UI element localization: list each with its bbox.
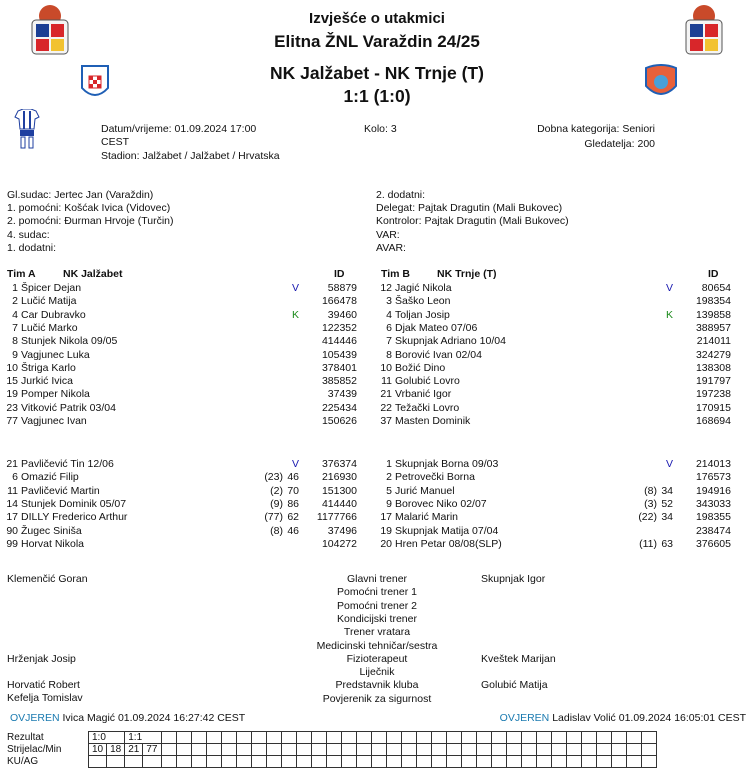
empty-cell [341, 732, 356, 744]
away-head-coach: Skupnjak Igor [481, 573, 546, 585]
player-number: 17 [6, 511, 18, 524]
player-number: 11 [7, 484, 18, 497]
player-id: 37439 [327, 388, 357, 401]
player-name: Horvat Nikola [21, 537, 85, 550]
sub-for-number: (2) [270, 484, 283, 497]
empty-cell [236, 744, 251, 756]
verified-text: Ladislav Volić 01.09.2024 16:05:01 CEST [552, 712, 746, 724]
player-name: Pavličević Martin [21, 484, 100, 497]
player-name: Špicer Dejan [21, 282, 82, 294]
empty-cell [626, 732, 641, 744]
staff-role: Kondicijski trener [337, 612, 417, 625]
empty-cell [641, 744, 656, 756]
sub-for-number: (23) [264, 471, 283, 484]
player-id: 343033 [695, 497, 731, 510]
player-name: Borović Ivan 02/04 [395, 348, 482, 361]
player-number: 99 [6, 537, 18, 550]
empty-cell [296, 756, 311, 768]
empty-cell [143, 756, 161, 768]
scorer-cell: 18 [107, 744, 125, 756]
player-name: Golubić Lovro [395, 375, 460, 388]
result-cell: 1:1 [125, 732, 161, 744]
empty-cell [176, 744, 191, 756]
empty-cell [476, 744, 491, 756]
empty-cell [107, 756, 125, 768]
match-timezone: CEST [101, 136, 130, 148]
empty-cell [491, 744, 506, 756]
empty-cell [176, 732, 191, 744]
player-id: 139858 [695, 308, 731, 321]
player-number: 6 [386, 321, 392, 334]
player-number: 37 [380, 415, 392, 427]
empty-cell [581, 756, 596, 768]
empty-cell [416, 744, 431, 756]
empty-cell [596, 732, 611, 744]
empty-cell [491, 756, 506, 768]
player-name: Božić Dino [395, 361, 446, 374]
empty-cell [401, 756, 416, 768]
sub-minute: 34 [661, 484, 673, 497]
player-number: 90 [6, 524, 18, 537]
empty-cell [431, 732, 446, 744]
player-name: Petrovečki Borna [395, 471, 475, 484]
player-name: Vitković Patrik 03/04 [21, 401, 116, 414]
player-name: Jurić Manuel [395, 484, 455, 497]
empty-cell [476, 732, 491, 744]
player-number: 15 [6, 375, 18, 388]
team-a-name: NK Jalžabet [63, 268, 123, 280]
player-name: Skupnjak Borna 09/03 [395, 458, 499, 470]
empty-cell [506, 744, 521, 756]
empty-cell [89, 756, 107, 768]
player-id: 214011 [696, 335, 731, 348]
player-id: 105439 [321, 348, 357, 361]
player-name: DILLY Frederico Arthur [21, 511, 128, 524]
home-physio: Hrženjak Josip [7, 653, 76, 665]
player-name: Pomper Nikola [21, 388, 90, 401]
away-club-rep: Golubić Matija [481, 679, 548, 691]
player-role-mark: V [292, 282, 300, 294]
player-id: 385852 [321, 375, 357, 388]
official-right: VAR: [376, 229, 400, 241]
player-number: 12 [380, 282, 392, 294]
empty-cell [161, 732, 176, 744]
empty-cell [236, 756, 251, 768]
home-club-rep: Horvatić Robert [7, 679, 80, 691]
player-number: 8 [386, 348, 392, 361]
player-name: Štriga Karlo [21, 361, 76, 374]
player-number: 10 [6, 361, 18, 374]
empty-cell [371, 744, 386, 756]
empty-cell [386, 732, 401, 744]
player-name: Šaško Leon [395, 295, 451, 308]
empty-cell [221, 744, 236, 756]
official-right: Kontrolor: Pajtak Dragutin (Mali Bukovec) [376, 215, 569, 227]
empty-cell [326, 744, 341, 756]
player-number: 1 [386, 458, 392, 470]
player-number: 21 [6, 458, 18, 470]
sub-minute: 46 [287, 471, 299, 484]
player-id: 225434 [321, 401, 357, 414]
player-number: 8 [12, 335, 18, 348]
staff-role: Pomoćni trener 1 [337, 586, 417, 599]
player-id: 122352 [321, 321, 357, 334]
player-name: Vagjunec Luka [21, 348, 90, 361]
empty-cell [266, 756, 281, 768]
staff-role: Pomoćni trener 2 [337, 599, 417, 612]
player-name: Car Dubravko [21, 308, 86, 321]
scorer-cell: 77 [143, 744, 161, 756]
player-name: Masten Dominik [395, 415, 471, 427]
player-number: 5 [386, 484, 392, 497]
player-id: 138308 [695, 361, 731, 374]
player-number: 23 [6, 401, 18, 414]
player-number: 7 [386, 335, 392, 348]
sub-minute: 62 [287, 511, 299, 524]
sub-for-number: (9) [270, 497, 283, 510]
empty-cell [236, 732, 251, 744]
team-a-id-header: ID [334, 268, 345, 280]
player-id: 1177766 [316, 511, 357, 524]
scorer-label: Strijelac/Min [7, 744, 62, 755]
sub-minute: 70 [287, 484, 299, 497]
player-name: Malarić Marin [395, 511, 459, 524]
empty-cell [326, 732, 341, 744]
player-id: 198355 [695, 511, 731, 524]
staff-role: Predstavnik kluba [335, 679, 419, 692]
player-id: 414446 [321, 335, 357, 348]
official-left: Gl.sudac: Jertec Jan (Varaždin) [7, 189, 154, 201]
competition-title: Elitna ŽNL Varaždin 24/25 [274, 32, 480, 51]
scorer-cell: 21 [125, 744, 143, 756]
empty-cell [296, 732, 311, 744]
empty-cell [341, 744, 356, 756]
empty-cell [446, 756, 461, 768]
player-id: 216930 [321, 471, 357, 484]
sub-minute: 46 [287, 524, 299, 537]
empty-cell [251, 744, 266, 756]
sub-minute: 63 [661, 537, 673, 550]
empty-cell [251, 732, 266, 744]
empty-cell [446, 744, 461, 756]
empty-cell [251, 756, 266, 768]
player-name: Toljan Josip [395, 308, 450, 321]
player-id: 151300 [321, 484, 357, 497]
empty-cell [206, 744, 221, 756]
team-a-label: Tim A [7, 268, 36, 280]
sub-minute: 52 [661, 497, 673, 510]
player-name: Djak Mateo 07/06 [395, 321, 478, 334]
sub-for-number: (8) [644, 484, 657, 497]
player-number: 1 [12, 282, 18, 294]
player-number: 4 [12, 308, 18, 321]
player-id: 376374 [321, 458, 357, 470]
player-id: 414440 [321, 497, 357, 510]
staff-role: Medicinski tehničar/sestra [316, 639, 438, 652]
player-id: 324279 [695, 348, 731, 361]
ku-ag-label: KU/AG [7, 756, 39, 767]
empty-cell [446, 732, 461, 744]
empty-cell [551, 744, 566, 756]
player-number: 9 [12, 348, 18, 361]
empty-cell [611, 756, 626, 768]
player-number: 17 [380, 511, 392, 524]
team-b-label: Tim B [381, 268, 410, 280]
player-number: 6 [12, 471, 18, 484]
verified-status: OVJEREN [499, 712, 550, 724]
match-round: Kolo: 3 [364, 123, 397, 135]
result-label: Rezultat [7, 732, 44, 743]
empty-cell [161, 756, 176, 768]
player-id: 197238 [695, 388, 731, 401]
player-number: 20 [380, 537, 392, 550]
empty-cell [581, 732, 596, 744]
official-left: 1. pomoćni: Košćak Ivica (Vidovec) [7, 202, 171, 214]
player-id: 378401 [321, 361, 357, 374]
empty-cell [416, 732, 431, 744]
match-datetime: Datum/vrijeme: 01.09.2024 17:00 [101, 123, 257, 135]
verified-status: OVJEREN [10, 712, 60, 724]
player-role-mark: V [292, 458, 300, 470]
empty-cell [311, 744, 326, 756]
sub-for-number: (3) [644, 497, 657, 510]
player-id: 238474 [695, 524, 731, 537]
match-score: 1:1 (1:0) [343, 86, 411, 106]
empty-cell [461, 744, 476, 756]
kit-icon [14, 109, 40, 149]
player-name: Vagjunec Ivan [21, 415, 87, 427]
empty-cell [326, 756, 341, 768]
player-id: 376605 [695, 537, 731, 550]
official-right: 2. dodatni: [376, 189, 426, 201]
result-cell: 1:0 [89, 732, 125, 744]
empty-cell [581, 744, 596, 756]
empty-cell [431, 744, 446, 756]
empty-cell [566, 756, 581, 768]
player-name: Pavličević Tin 12/06 [21, 458, 114, 470]
age-category: Dobna kategorija: Seniori [537, 123, 655, 135]
player-name: Stunjek Nikola 09/05 [21, 335, 118, 348]
player-number: 77 [6, 415, 18, 427]
empty-cell [296, 744, 311, 756]
report-title: Izvješće o utakmici [309, 10, 445, 27]
staff-role: Glavni trener [346, 573, 408, 585]
empty-cell [611, 732, 626, 744]
sub-minute: 86 [287, 497, 299, 510]
player-name: Jagić Nikola [395, 282, 452, 294]
player-role-mark: V [666, 458, 674, 470]
player-number: 10 [380, 361, 392, 374]
empty-cell [566, 744, 581, 756]
official-left: 4. sudac: [7, 229, 50, 241]
player-number: 2 [12, 295, 18, 308]
home-head-coach: Klemenčić Goran [7, 573, 88, 585]
empty-cell [386, 744, 401, 756]
verified-text: Ivica Magić 01.09.2024 16:27:42 CEST [62, 712, 246, 724]
empty-cell [401, 744, 416, 756]
spectators: Gledatelja: 200 [584, 138, 655, 150]
empty-cell [626, 756, 641, 768]
verification-left [10, 712, 245, 724]
staff-role: Liječnik [359, 666, 395, 679]
empty-cell [206, 732, 221, 744]
match-title: NK Jalžabet - NK Trnje (T) [270, 63, 484, 83]
player-id: 37496 [327, 524, 357, 537]
empty-cell [266, 744, 281, 756]
empty-cell [641, 732, 656, 744]
player-id: 168694 [695, 415, 731, 427]
player-id: 198354 [695, 295, 731, 308]
empty-cell [386, 756, 401, 768]
team-b-id-header: ID [708, 268, 719, 280]
empty-cell [206, 756, 221, 768]
empty-cell [125, 756, 143, 768]
empty-cell [461, 732, 476, 744]
empty-cell [266, 732, 281, 744]
player-name: Hren Petar 08/08(SLP) [395, 537, 502, 550]
player-number: 21 [380, 388, 392, 401]
home-security: Kefelja Tomislav [7, 692, 83, 704]
staff-role: Trener vratara [343, 626, 411, 639]
empty-cell [491, 732, 506, 744]
player-id: 104272 [321, 537, 357, 550]
official-left: 1. dodatni: [7, 242, 57, 254]
sub-minute: 34 [661, 511, 673, 524]
official-right: Delegat: Pajtak Dragutin (Mali Bukovec) [376, 202, 563, 214]
player-name: Lučić Matija [21, 295, 77, 308]
empty-cell [191, 732, 206, 744]
player-name: Skupnjak Adriano 10/04 [395, 335, 506, 348]
empty-cell [281, 744, 296, 756]
player-number: 19 [6, 388, 18, 401]
empty-cell [431, 756, 446, 768]
player-id: 194916 [695, 484, 731, 497]
empty-cell [161, 744, 176, 756]
empty-cell [281, 732, 296, 744]
player-number: 9 [386, 497, 392, 510]
player-role-mark: K [666, 308, 674, 321]
empty-cell [191, 744, 206, 756]
sub-for-number: (11) [639, 537, 657, 550]
verification-right [400, 712, 746, 724]
player-number: 7 [12, 321, 18, 334]
empty-cell [506, 732, 521, 744]
player-id: 191797 [695, 375, 731, 388]
player-id: 166478 [321, 295, 357, 308]
team-b-name: NK Trnje (T) [437, 268, 497, 280]
staff-role: Povjerenik za sigurnost [322, 692, 432, 705]
official-right: AVAR: [376, 242, 406, 254]
empty-cell [611, 744, 626, 756]
away-physio: Kveštek Marijan [481, 653, 556, 665]
player-id: 39460 [327, 308, 357, 321]
player-id: 58879 [327, 282, 357, 294]
empty-cell [401, 732, 416, 744]
player-name: Vrbanić Igor [395, 388, 452, 401]
empty-cell [536, 744, 551, 756]
player-name: Težački Lovro [395, 401, 460, 414]
player-number: 19 [380, 524, 392, 537]
player-name: Stunjek Dominik 05/07 [21, 497, 127, 510]
sub-for-number: (22) [638, 511, 657, 524]
player-name: Skupnjak Matija 07/04 [395, 524, 499, 537]
empty-cell [356, 744, 371, 756]
player-number: 22 [380, 401, 392, 414]
player-number: 3 [386, 295, 392, 308]
match-stadium: Stadion: Jalžabet / Jalžabet / Hrvatska [101, 150, 280, 162]
empty-cell [371, 756, 386, 768]
player-number: 4 [386, 308, 392, 321]
empty-cell [221, 732, 236, 744]
empty-cell [356, 756, 371, 768]
empty-cell [461, 756, 476, 768]
empty-cell [536, 732, 551, 744]
sub-for-number: (77) [264, 511, 283, 524]
player-name: Žugec Siniša [21, 524, 82, 537]
empty-cell [641, 756, 656, 768]
empty-cell [536, 756, 551, 768]
player-id: 176573 [695, 471, 731, 484]
player-id: 80654 [701, 282, 731, 294]
player-name: Borovec Niko 02/07 [395, 497, 487, 510]
player-id: 150626 [321, 415, 357, 427]
empty-cell [506, 756, 521, 768]
empty-cell [311, 756, 326, 768]
empty-cell [521, 744, 536, 756]
empty-cell [281, 756, 296, 768]
empty-cell [626, 744, 641, 756]
empty-cell [551, 732, 566, 744]
empty-cell [416, 756, 431, 768]
empty-cell [476, 756, 491, 768]
player-id: 214013 [695, 458, 731, 470]
empty-cell [311, 732, 326, 744]
empty-cell [551, 756, 566, 768]
empty-cell [596, 744, 611, 756]
player-number: 11 [381, 375, 392, 388]
player-role-mark: K [292, 308, 300, 321]
official-left: 2. pomoćni: Đurman Hrvoje (Turčin) [7, 215, 174, 227]
empty-cell [521, 732, 536, 744]
player-role-mark: V [666, 282, 674, 294]
empty-cell [521, 756, 536, 768]
empty-cell [596, 756, 611, 768]
empty-cell [221, 756, 236, 768]
empty-cell [176, 756, 191, 768]
scorer-cell: 10 [89, 744, 107, 756]
sub-for-number: (8) [270, 524, 283, 537]
staff-role: Fizioterapeut [346, 652, 408, 665]
result-table [7, 731, 657, 768]
player-name: Lučić Marko [21, 321, 78, 334]
player-number: 2 [386, 471, 392, 484]
player-name: Omazić Filip [21, 471, 79, 484]
empty-cell [191, 756, 206, 768]
empty-cell [341, 756, 356, 768]
player-name: Jurkić Ivica [21, 375, 73, 388]
empty-cell [566, 732, 581, 744]
empty-cell [371, 732, 386, 744]
empty-cell [356, 732, 371, 744]
player-id: 170915 [695, 401, 731, 414]
player-number: 14 [6, 497, 18, 510]
player-id: 388957 [695, 321, 731, 334]
